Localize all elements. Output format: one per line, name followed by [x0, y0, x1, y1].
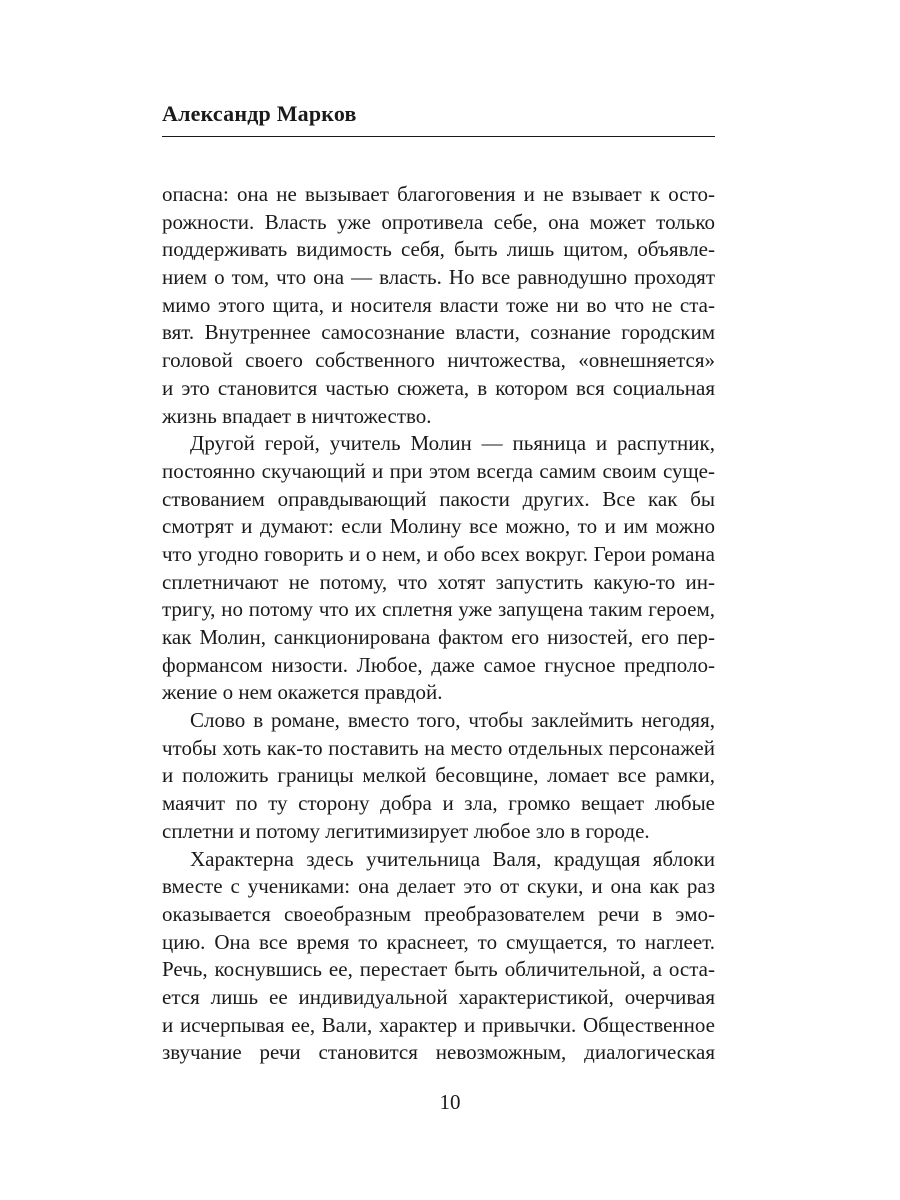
- text-line: Характерна здесь учительница Валя, крадущая яблоки: [190, 846, 715, 871]
- text-line: ствованием оправдывающий пакости других. Все как бы: [162, 486, 715, 511]
- text-line: и положить границы мелкой бесовщине, ломает все рамки,: [162, 763, 715, 788]
- paragraph: [162, 707, 715, 845]
- text-line: жение о нем окажется правдой.: [162, 680, 443, 705]
- text-line: головой своего собственного ничтожества, «овнешняется»: [162, 348, 715, 373]
- text-line: постоянно скучающий и при этом всегда самим своим суще-: [162, 458, 715, 483]
- text-line: тригу, но потому что их сплетня уже запущена таким героем,: [162, 597, 715, 622]
- text-body: [162, 181, 715, 1067]
- text-line: и это становится частью сюжета, в котором вся социальная: [162, 375, 715, 400]
- text-line: поддерживать видимость себя, быть лишь щитом, объявле-: [162, 237, 715, 262]
- text-line: мимо этого щита, и носителя власти тоже ни во что не ста-: [162, 292, 715, 317]
- text-line: вят. Внутреннее самосознание власти, сознание городским: [162, 320, 715, 345]
- text-line: рожности. Власть уже опротивела себе, она может только: [162, 209, 715, 234]
- running-head: Александр Марков: [162, 101, 357, 126]
- text-line: Речь, коснувшись ее, перестает быть обличительной, а оста-: [162, 957, 715, 982]
- text-line: Слово в романе, вместо того, чтобы заклеймить негодяя,: [190, 708, 715, 733]
- text-line: смотрят и думают: если Молину все можно, то и им можно: [162, 514, 715, 539]
- text-line: жизнь впадает в ничтожество.: [162, 403, 432, 428]
- text-line: что угодно говорить и о нем, и обо всех вокруг. Герои романа: [162, 541, 715, 566]
- header-rule: [162, 136, 715, 137]
- text-line: цию. Она все время то краснеет, то смущается, то наглеет.: [162, 929, 715, 954]
- text-line: как Молин, санкционирована фактом его низостей, его пер-: [162, 625, 715, 649]
- text-line: звучание речи становится невозможным, диалогическая: [162, 1040, 715, 1065]
- text-line: опасна: она не вызывает благоговения и не взывает к осто-: [162, 182, 715, 206]
- text-line: ется лишь ее индивидуальной характеристикой, очерчивая: [162, 984, 715, 1009]
- text-line: сплетничают не потому, что хотят запустить какую-то ин-: [162, 569, 715, 594]
- text-line: формансом низости. Любое, даже самое гнусное предполо-: [162, 652, 715, 677]
- text-line: сплетни и потому легитимизирует любое зло в городе.: [162, 818, 650, 843]
- text-line: чтобы хоть как-то поставить на место отдельных персонажей: [162, 735, 715, 760]
- paragraph: [162, 846, 715, 1068]
- text-line: и исчерпывая ее, Вали, характер и привычки. Общественное: [162, 1012, 715, 1037]
- text-line: вместе с учениками: она делает это от скуки, и она как раз: [162, 874, 715, 899]
- text-line: оказывается своеобразным преобразователем речи в эмо-: [162, 901, 715, 926]
- text-line: маячит по ту сторону добра и зла, громко вещает любые: [162, 791, 715, 816]
- text-line: Другой герой, учитель Молин — пьяница и распутник,: [190, 431, 715, 456]
- paragraph: [162, 181, 715, 430]
- paragraph: [162, 430, 715, 707]
- page-number: 10: [439, 1090, 461, 1114]
- text-line: нием о том, что она — власть. Но все равнодушно проходят: [162, 265, 715, 290]
